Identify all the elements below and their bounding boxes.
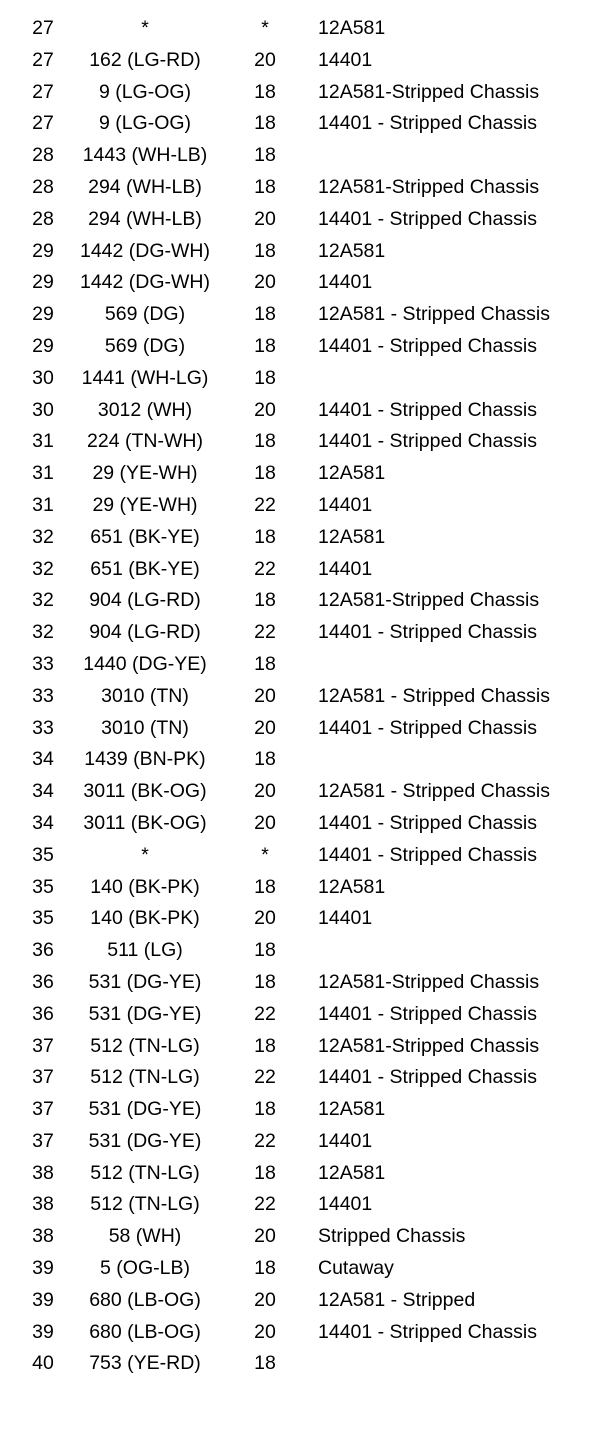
wire-gauge-cell: 18 bbox=[254, 1257, 276, 1280]
table-row bbox=[0, 935, 608, 967]
circuit-color-cell: 569 (DG) bbox=[104, 334, 186, 357]
table-row bbox=[0, 1158, 608, 1190]
application-cell: 14401 - Stripped Chassis bbox=[318, 811, 537, 834]
table-row bbox=[0, 299, 608, 331]
circuit-color-cell: 1442 (DG-WH) bbox=[79, 239, 211, 262]
table-row bbox=[0, 1285, 608, 1317]
table-row bbox=[0, 1253, 608, 1285]
circuit-color-cell: 3011 (BK-OG) bbox=[83, 811, 207, 834]
table-row bbox=[0, 426, 608, 458]
wire-gauge-cell: 18 bbox=[254, 1161, 276, 1184]
table-row bbox=[0, 999, 608, 1031]
application-cell: 14401 - Stripped Chassis bbox=[318, 1066, 537, 1089]
wire-gauge-cell: 22 bbox=[254, 1066, 276, 1089]
application-cell: 12A581 bbox=[318, 875, 386, 898]
table-row bbox=[0, 140, 608, 172]
table-row bbox=[0, 108, 608, 140]
application-cell: 12A581-Stripped Chassis bbox=[318, 80, 540, 103]
pin-number-cell: 37 bbox=[32, 1066, 54, 1089]
circuit-color-cell: 569 (DG) bbox=[104, 303, 186, 326]
circuit-color-cell: 1440 (DG-YE) bbox=[83, 652, 207, 675]
circuit-color-cell: 224 (TN-WH) bbox=[87, 430, 203, 453]
table-row bbox=[0, 840, 608, 872]
wire-gauge-cell: 18 bbox=[254, 1034, 276, 1057]
wire-gauge-cell: 20 bbox=[254, 716, 276, 739]
pin-number-cell: 40 bbox=[32, 1352, 54, 1375]
pin-number-cell: 33 bbox=[32, 652, 54, 675]
circuit-color-cell: 294 (WH-LB) bbox=[88, 175, 202, 198]
wire-gauge-cell: 20 bbox=[254, 48, 276, 71]
wire-gauge-cell: 22 bbox=[254, 493, 276, 516]
table-row bbox=[0, 649, 608, 681]
wire-gauge-cell: 22 bbox=[254, 1193, 276, 1216]
pin-number-cell: 36 bbox=[32, 1002, 54, 1025]
circuit-color-cell: 294 (WH-LB) bbox=[88, 207, 202, 230]
pin-number-cell: 30 bbox=[32, 366, 54, 389]
pin-number-cell: 39 bbox=[32, 1288, 54, 1311]
wire-gauge-cell: 20 bbox=[254, 398, 276, 421]
circuit-color-cell: 162 (LG-RD) bbox=[89, 48, 201, 71]
table-row bbox=[0, 872, 608, 904]
circuit-color-cell: * bbox=[141, 17, 149, 39]
application-cell: 14401 bbox=[318, 48, 373, 71]
wire-gauge-cell: 18 bbox=[254, 366, 276, 389]
application-cell: 12A581 - Stripped bbox=[318, 1288, 476, 1311]
application-cell: 12A581 - Stripped Chassis bbox=[318, 303, 550, 326]
wire-gauge-cell: 18 bbox=[254, 303, 276, 326]
application-cell: 12A581 bbox=[318, 1098, 386, 1121]
wire-gauge-cell: 22 bbox=[254, 1002, 276, 1025]
pin-number-cell: 34 bbox=[32, 748, 54, 771]
wire-gauge-cell: 18 bbox=[254, 525, 276, 548]
wire-gauge-cell: 20 bbox=[254, 1225, 276, 1248]
application-cell: 12A581 bbox=[318, 462, 386, 485]
table-row bbox=[0, 1348, 608, 1380]
circuit-color-cell: 29 (YE-WH) bbox=[92, 493, 198, 516]
table-row bbox=[0, 808, 608, 840]
table-row bbox=[0, 776, 608, 808]
pin-number-cell: 30 bbox=[32, 398, 54, 421]
circuit-color-cell: * bbox=[141, 843, 149, 866]
pin-number-cell: 36 bbox=[32, 939, 54, 962]
application-cell: 14401 bbox=[318, 557, 373, 580]
wire-gauge-cell: 20 bbox=[254, 684, 276, 707]
circuit-color-cell: 512 (TN-LG) bbox=[90, 1066, 200, 1089]
circuit-color-cell: 58 (WH) bbox=[108, 1225, 182, 1248]
table-row bbox=[0, 363, 608, 395]
wire-gauge-cell: 18 bbox=[254, 875, 276, 898]
pin-number-cell: 27 bbox=[32, 112, 54, 135]
circuit-color-cell: 29 (YE-WH) bbox=[92, 462, 198, 485]
circuit-color-cell: 5 (OG-LB) bbox=[100, 1257, 190, 1280]
circuit-color-cell: 753 (YE-RD) bbox=[89, 1352, 201, 1375]
application-cell: 12A581 bbox=[318, 17, 386, 39]
application-cell: 14401 - Stripped Chassis bbox=[318, 716, 537, 739]
circuit-color-cell: 1441 (WH-LG) bbox=[81, 366, 209, 389]
application-cell: 12A581-Stripped Chassis bbox=[318, 175, 540, 198]
pin-number-cell: 32 bbox=[32, 589, 54, 612]
application-cell: 14401 - Stripped Chassis bbox=[318, 1320, 537, 1343]
wire-gauge-cell: 18 bbox=[254, 239, 276, 262]
pin-number-cell: 32 bbox=[32, 525, 54, 548]
wire-gauge-cell: 18 bbox=[254, 430, 276, 453]
pin-number-cell: 28 bbox=[32, 207, 54, 230]
wire-gauge-cell: 18 bbox=[254, 462, 276, 485]
wire-gauge-cell: 20 bbox=[254, 271, 276, 294]
table-row bbox=[0, 1031, 608, 1063]
application-cell: 14401 bbox=[318, 907, 373, 930]
circuit-color-cell: 512 (TN-LG) bbox=[90, 1034, 200, 1057]
circuit-color-cell: 651 (BK-YE) bbox=[90, 557, 200, 580]
application-cell: 14401 - Stripped Chassis bbox=[318, 398, 537, 421]
table-row bbox=[0, 45, 608, 77]
table-row bbox=[0, 554, 608, 586]
application-cell: 14401 bbox=[318, 493, 373, 516]
table-row bbox=[0, 744, 608, 776]
pin-number-cell: 29 bbox=[32, 303, 54, 326]
application-cell: 12A581 - Stripped Chassis bbox=[318, 684, 550, 707]
pin-number-cell: 32 bbox=[32, 557, 54, 580]
pin-number-cell: 32 bbox=[32, 621, 54, 644]
circuit-color-cell: 3012 (WH) bbox=[97, 398, 193, 421]
wire-gauge-cell: 18 bbox=[254, 334, 276, 357]
application-cell: 12A581 bbox=[318, 525, 386, 548]
circuit-color-cell: 1443 (WH-LB) bbox=[82, 144, 208, 167]
wire-gauge-cell: 18 bbox=[254, 112, 276, 135]
circuit-color-cell: 531 (DG-YE) bbox=[88, 1129, 202, 1152]
pin-number-cell: 39 bbox=[32, 1257, 54, 1280]
pin-number-cell: 37 bbox=[32, 1129, 54, 1152]
circuit-color-cell: 531 (DG-YE) bbox=[88, 970, 202, 993]
application-cell: 14401 bbox=[318, 271, 373, 294]
pin-number-cell: 33 bbox=[32, 716, 54, 739]
pin-number-cell: 35 bbox=[32, 907, 54, 930]
pin-number-cell: 38 bbox=[32, 1161, 54, 1184]
application-cell: 14401 bbox=[318, 1193, 373, 1216]
pin-number-cell: 31 bbox=[32, 462, 54, 485]
table-row bbox=[0, 1094, 608, 1126]
application-cell: 14401 - Stripped Chassis bbox=[318, 621, 537, 644]
application-cell: 14401 - Stripped Chassis bbox=[318, 843, 537, 866]
table-row bbox=[0, 204, 608, 236]
application-cell: 12A581-Stripped Chassis bbox=[318, 970, 540, 993]
table-row bbox=[0, 903, 608, 935]
wire-gauge-cell: 20 bbox=[254, 907, 276, 930]
application-cell: 12A581 - Stripped Chassis bbox=[318, 780, 550, 803]
application-cell: Stripped Chassis bbox=[318, 1225, 466, 1248]
circuit-color-cell: 1442 (DG-WH) bbox=[79, 271, 211, 294]
pin-number-cell: 35 bbox=[32, 843, 54, 866]
table-row bbox=[0, 458, 608, 490]
wire-gauge-cell: 18 bbox=[254, 748, 276, 771]
table-row bbox=[0, 490, 608, 522]
table-row bbox=[0, 1189, 608, 1221]
pin-number-cell: 27 bbox=[32, 80, 54, 103]
wire-gauge-cell: 18 bbox=[254, 80, 276, 103]
pin-number-cell: 37 bbox=[32, 1098, 54, 1121]
circuit-color-cell: 512 (TN-LG) bbox=[90, 1193, 200, 1216]
application-cell: 12A581-Stripped Chassis bbox=[318, 589, 540, 612]
table-row bbox=[0, 1221, 608, 1253]
application-cell: 14401 - Stripped Chassis bbox=[318, 334, 537, 357]
pin-number-cell: 29 bbox=[32, 334, 54, 357]
circuit-color-cell: 531 (DG-YE) bbox=[88, 1002, 202, 1025]
circuit-color-cell: 3010 (TN) bbox=[101, 684, 189, 707]
table-row bbox=[0, 522, 608, 554]
table-row bbox=[0, 1062, 608, 1094]
table-row bbox=[0, 395, 608, 427]
application-cell: 14401 bbox=[318, 1129, 373, 1152]
application-cell: 14401 - Stripped Chassis bbox=[318, 430, 537, 453]
pin-number-cell: 31 bbox=[32, 430, 54, 453]
application-cell: Cutaway bbox=[318, 1257, 394, 1280]
pin-number-cell: 38 bbox=[32, 1193, 54, 1216]
pin-number-cell: 28 bbox=[32, 175, 54, 198]
table-row bbox=[0, 1317, 608, 1349]
pin-number-cell: 35 bbox=[32, 875, 54, 898]
pin-number-cell: 29 bbox=[32, 239, 54, 262]
circuit-color-cell: 651 (BK-YE) bbox=[90, 525, 200, 548]
wire-gauge-cell: 18 bbox=[254, 652, 276, 675]
wire-gauge-cell: 18 bbox=[254, 175, 276, 198]
pin-number-cell: 33 bbox=[32, 684, 54, 707]
table-row bbox=[0, 617, 608, 649]
table-row bbox=[0, 236, 608, 268]
table-row bbox=[0, 681, 608, 713]
wire-gauge-cell: 20 bbox=[254, 1320, 276, 1343]
wire-gauge-cell: 22 bbox=[254, 621, 276, 644]
application-cell: 12A581 bbox=[318, 1161, 386, 1184]
wire-gauge-cell: 18 bbox=[254, 970, 276, 993]
pin-number-cell: 34 bbox=[32, 780, 54, 803]
pin-number-cell: 39 bbox=[32, 1320, 54, 1343]
circuit-color-cell: 511 (LG) bbox=[107, 939, 183, 962]
wire-gauge-cell: 18 bbox=[254, 1098, 276, 1121]
pin-number-cell: 27 bbox=[32, 48, 54, 71]
application-cell: 14401 - Stripped Chassis bbox=[318, 112, 537, 135]
wire-gauge-cell: 18 bbox=[254, 589, 276, 612]
wire-gauge-cell: * bbox=[261, 843, 269, 866]
pin-number-cell: 34 bbox=[32, 811, 54, 834]
table-row bbox=[0, 585, 608, 617]
application-cell: 14401 - Stripped Chassis bbox=[318, 207, 537, 230]
wire-gauge-cell: 20 bbox=[254, 1288, 276, 1311]
wire-gauge-cell: 18 bbox=[254, 939, 276, 962]
circuit-color-cell: 680 (LB-OG) bbox=[89, 1320, 201, 1343]
pin-number-cell: 38 bbox=[32, 1225, 54, 1248]
wire-gauge-cell: 22 bbox=[254, 557, 276, 580]
wire-gauge-cell: * bbox=[261, 17, 269, 39]
circuit-color-cell: 3011 (BK-OG) bbox=[83, 780, 207, 803]
table-row bbox=[0, 172, 608, 204]
circuit-color-cell: 680 (LB-OG) bbox=[89, 1288, 201, 1311]
table-row bbox=[0, 967, 608, 999]
wire-gauge-cell: 20 bbox=[254, 207, 276, 230]
circuit-color-cell: 1439 (BN-PK) bbox=[84, 748, 206, 771]
application-cell: 12A581 bbox=[318, 239, 386, 262]
pin-number-cell: 37 bbox=[32, 1034, 54, 1057]
circuit-color-cell: 904 (LG-RD) bbox=[89, 621, 201, 644]
wire-gauge-cell: 20 bbox=[254, 811, 276, 834]
circuit-color-cell: 140 (BK-PK) bbox=[90, 875, 200, 898]
pin-number-cell: 31 bbox=[32, 493, 54, 516]
application-cell: 14401 - Stripped Chassis bbox=[318, 1002, 537, 1025]
circuit-color-cell: 140 (BK-PK) bbox=[90, 907, 200, 930]
pin-number-cell: 29 bbox=[32, 271, 54, 294]
table-row bbox=[0, 1126, 608, 1158]
application-cell: 12A581-Stripped Chassis bbox=[318, 1034, 540, 1057]
table-row bbox=[0, 713, 608, 745]
circuit-color-cell: 9 (LG-OG) bbox=[98, 112, 192, 135]
circuit-color-cell: 512 (TN-LG) bbox=[90, 1161, 200, 1184]
circuit-color-cell: 9 (LG-OG) bbox=[98, 80, 192, 103]
table-row bbox=[0, 267, 608, 299]
circuit-color-cell: 3010 (TN) bbox=[101, 716, 189, 739]
table-row bbox=[0, 13, 608, 45]
connector-pinout-table bbox=[0, 13, 608, 1380]
pin-number-cell: 28 bbox=[32, 144, 54, 167]
circuit-color-cell: 904 (LG-RD) bbox=[89, 589, 201, 612]
table-row bbox=[0, 331, 608, 363]
wire-gauge-cell: 22 bbox=[254, 1129, 276, 1152]
pin-number-cell: 27 bbox=[32, 17, 54, 39]
wire-gauge-cell: 18 bbox=[254, 144, 276, 167]
table-row bbox=[0, 77, 608, 109]
wire-gauge-cell: 20 bbox=[254, 780, 276, 803]
wire-gauge-cell: 18 bbox=[254, 1352, 276, 1375]
pin-number-cell: 36 bbox=[32, 970, 54, 993]
circuit-color-cell: 531 (DG-YE) bbox=[88, 1098, 202, 1121]
